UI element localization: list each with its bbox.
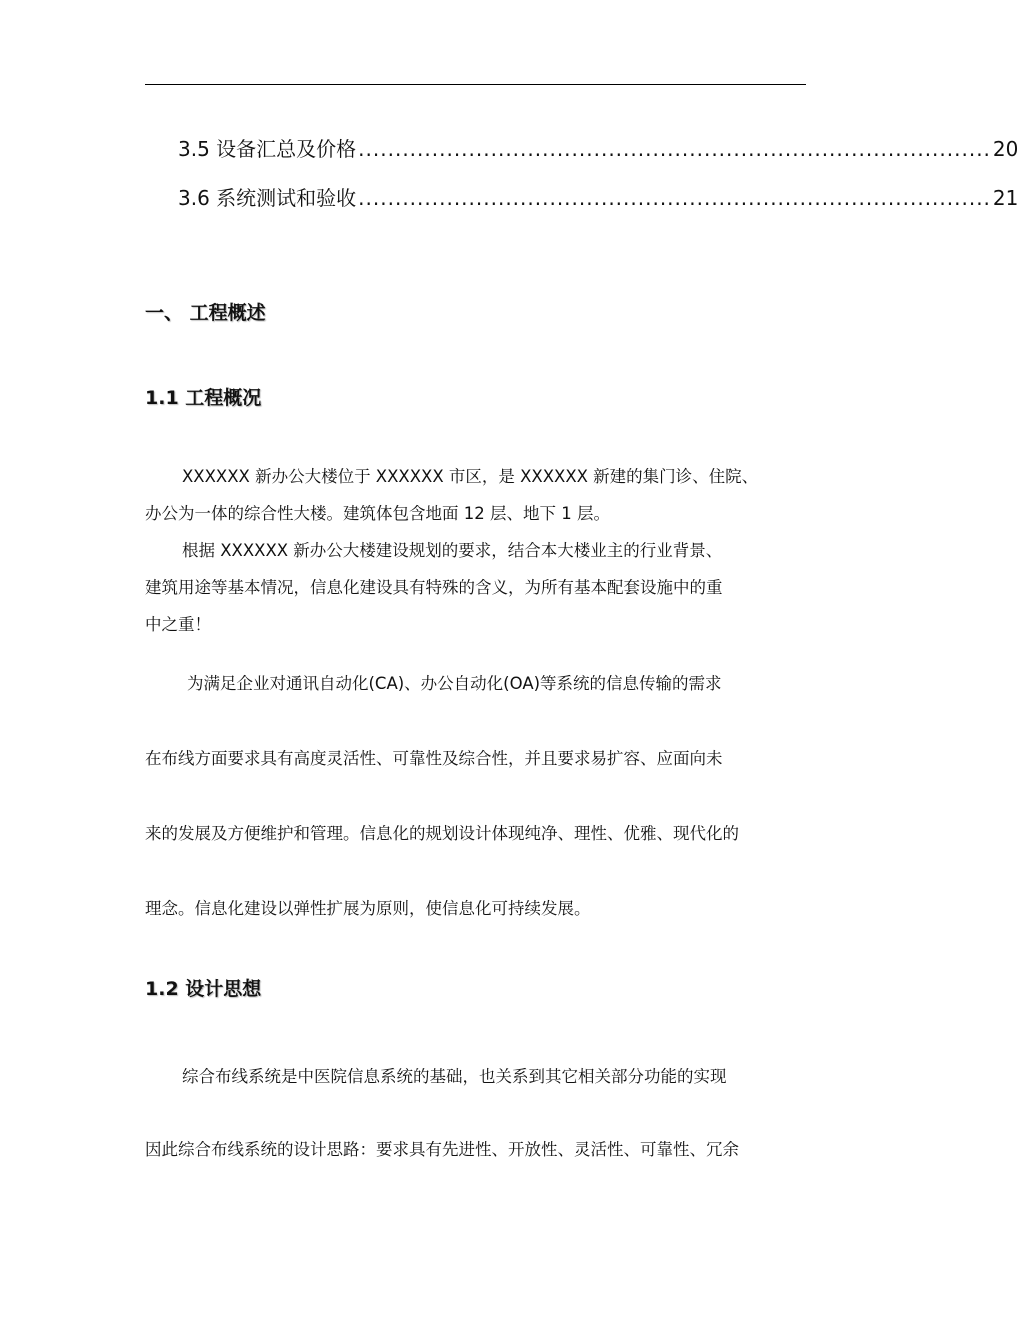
text-line: 建筑用途等基本情况，信息化建设具有特殊的含义，为所有基本配套设施中的重 (145, 578, 723, 597)
text-line: 为满足企业对通讯自动化(CA)、办公自动化(OA)等系统的信息传输的需求 (187, 674, 722, 693)
section-heading: 一、 工程概述 (145, 302, 266, 324)
toc-page-number: 21 (992, 186, 1018, 210)
subsection-heading: 1.1 工程概况 (145, 387, 262, 409)
toc-entry-title: 3.5 设备汇总及价格 (178, 137, 357, 161)
toc-page-number: 20 (992, 137, 1018, 161)
text-line: 中之重！ (145, 615, 211, 634)
text-line: XXXXXX 新办公大楼位于 XXXXXX 市区，是 XXXXXX 新建的集门诊、住院、 (182, 467, 759, 486)
text-line: 在布线方面要求具有高度灵活性、可靠性及综合性，并且要求易扩容、应面向未 (145, 749, 723, 768)
paragraph-overview (145, 458, 807, 532)
subsection-heading: 1.2 设计思想 (145, 978, 262, 1000)
text-line: 来的发展及方便维护和管理。信息化的规划设计体现纯净、理性、优雅、现代化的 (145, 824, 739, 843)
toc-entry-title: 3.6 系统测试和验收 (178, 186, 357, 210)
toc-entry[interactable] (178, 134, 1018, 164)
toc-entry[interactable] (178, 183, 1018, 213)
paragraph-design (145, 1058, 807, 1168)
paragraph-requirements (145, 665, 807, 927)
text-line: 综合布线系统是中医院信息系统的基础，也关系到其它相关部分功能的实现 (182, 1067, 727, 1086)
paragraph-planning (145, 532, 807, 643)
toc-leader-dots: ...................................................................................... (358, 137, 991, 161)
text-line: 理念。信息化建设以弹性扩展为原则，使信息化可持续发展。 (145, 899, 591, 918)
text-line: 办公为一体的综合性大楼。建筑体包含地面 12 层、地下 1 层。 (145, 504, 610, 523)
text-line: 因此综合布线系统的设计思路：要求具有先进性、开放性、灵活性、可靠性、冗余 (145, 1140, 739, 1159)
header-rule (145, 84, 806, 85)
text-line: 根据 XXXXXX 新办公大楼建设规划的要求，结合本大楼业主的行业背景、 (182, 541, 723, 560)
toc-leader-dots: ...................................................................................... (358, 186, 991, 210)
